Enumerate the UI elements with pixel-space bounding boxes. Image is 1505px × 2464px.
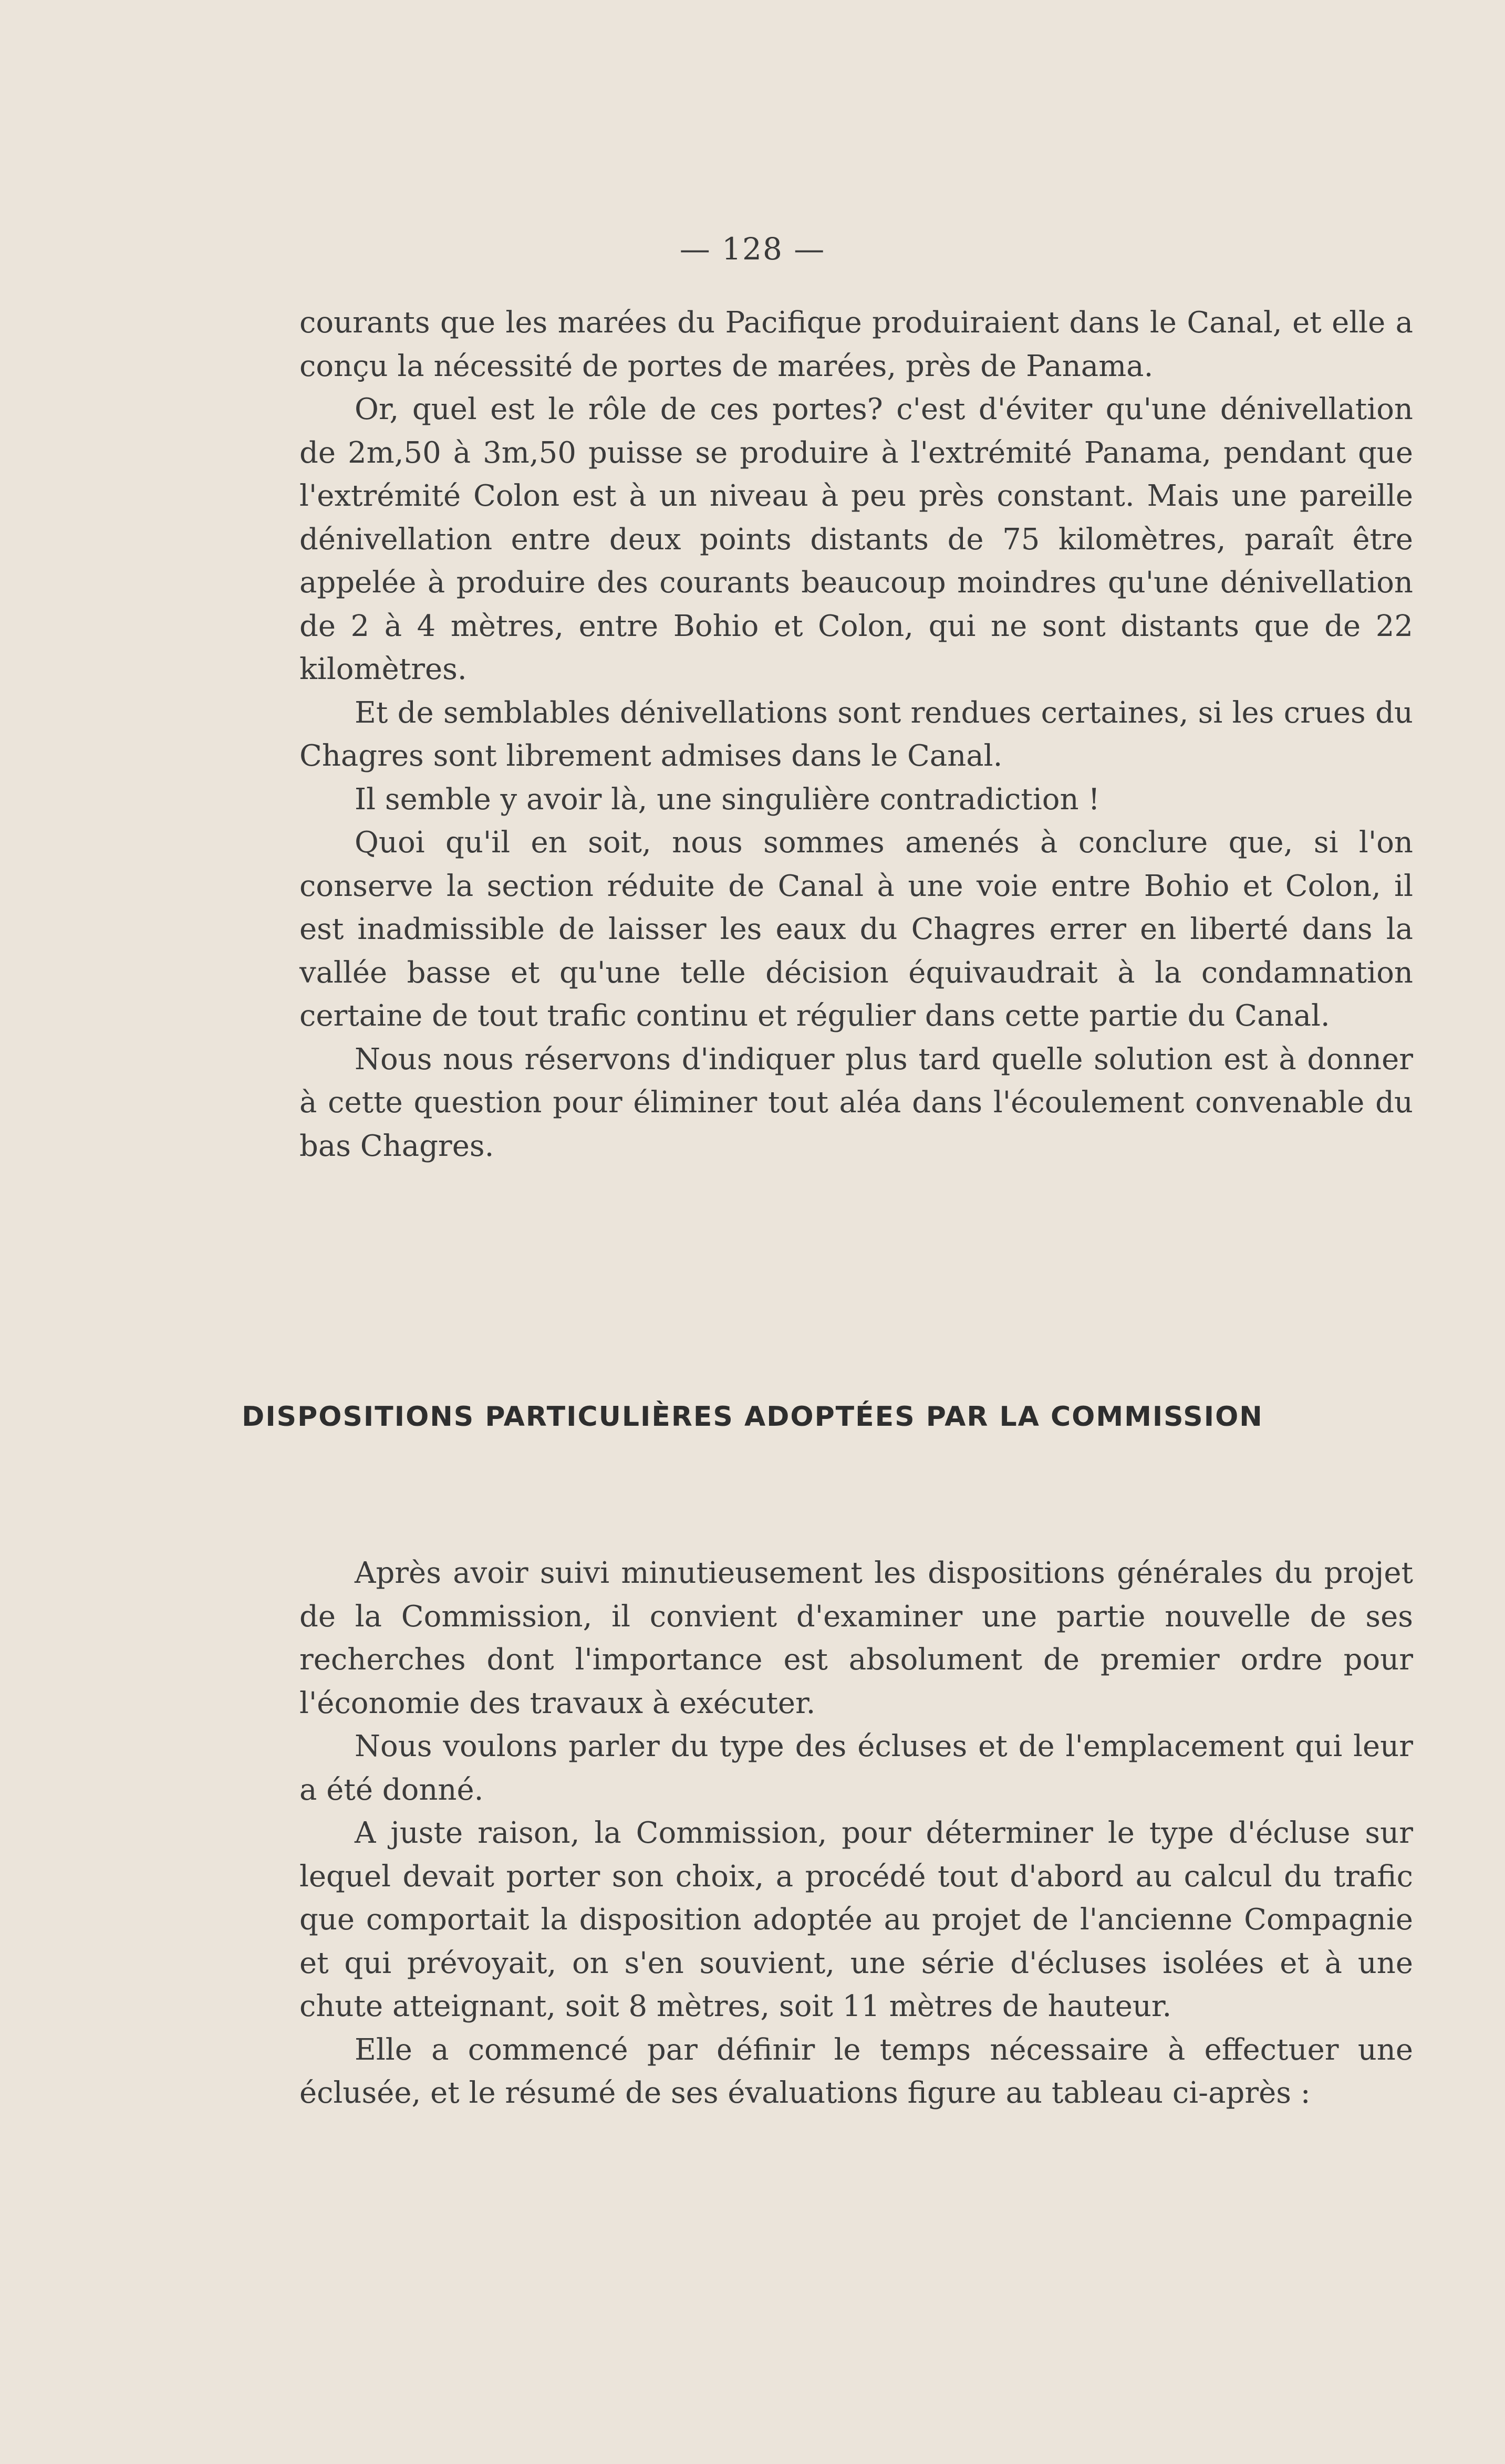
paragraph: Or, quel est le rôle de ces portes? c'est d'éviter qu'une dénivellation de 2m,50 à 3m,50 puisse se produire à l'extrémité Panama, pendant que l'extrémité Colon est à un niveau à peu près constant. Mais une pareille dénivellation entre deux points distants de 75 kilomètres, paraît être appelée à produire des courants beaucoup moindres qu'une dénivellation de 2 à 4 mètres, entre Bohio et Colon, qui ne sont distants que de 22 kilomètres. <box>299 392 1413 686</box>
text-block-bottom <box>299 1552 1413 2115</box>
paragraph: Et de semblables dénivellations sont rendues certaines, si les crues du Chagres sont librement admises dans le Canal. <box>299 695 1413 773</box>
paragraph: Il semble y avoir là, une singulière contradiction ! <box>355 782 1100 817</box>
paragraph: Après avoir suivi minutieusement les dispositions générales du projet de la Commission, il convient d'examiner une partie nouvelle de ses recherches dont l'importance est absolument de premier ordre pour l'économie des travaux à exécuter. <box>299 1556 1413 1720</box>
section-heading: DISPOSITIONS PARTICULIÈRES ADOPTÉES PAR LA COMMISSION <box>242 1401 1263 1433</box>
paragraph: Elle a commencé par définir le temps nécessaire à effectuer une éclusée, et le résumé de ses évaluations figure au tableau ci-après : <box>299 2032 1413 2110</box>
paragraph: Nous voulons parler du type des écluses et de l'emplacement qui leur a été donné. <box>299 1729 1413 1807</box>
text-block-top <box>299 301 1413 1168</box>
page-number: — 128 — <box>679 231 826 267</box>
paragraph: A juste raison, la Commission, pour déterminer le type d'écluse sur lequel devait porter son choix, a procédé tout d'abord au calcul du trafic que comportait la disposition adoptée au projet de l'ancienne Compagnie et qui prévoyait, on s'en souvient, une série d'écluses isolées et à une chute atteignant, soit 8 mètres, soit 11 mètres de hauteur. <box>299 1816 1413 2023</box>
paragraph: courants que les marées du Pacifique produiraient dans le Canal, et elle a conçu la nécessité de portes de marées, près de Panama. <box>299 306 1413 383</box>
paragraph: Nous nous réservons d'indiquer plus tard quelle solution est à donner à cette question pour éliminer tout aléa dans l'écoulement convenable du bas Chagres. <box>299 1042 1413 1163</box>
paragraph: Quoi qu'il en soit, nous sommes amenés à conclure que, si l'on conserve la section réduite de Canal à une voie entre Bohio et Colon, il est inadmissible de laisser les eaux du Chagres errer en liberté dans la vallée basse et qu'une telle décision équivaudrait à la condamnation certaine de tout trafic continu et régulier dans cette partie du Canal. <box>299 826 1413 1033</box>
